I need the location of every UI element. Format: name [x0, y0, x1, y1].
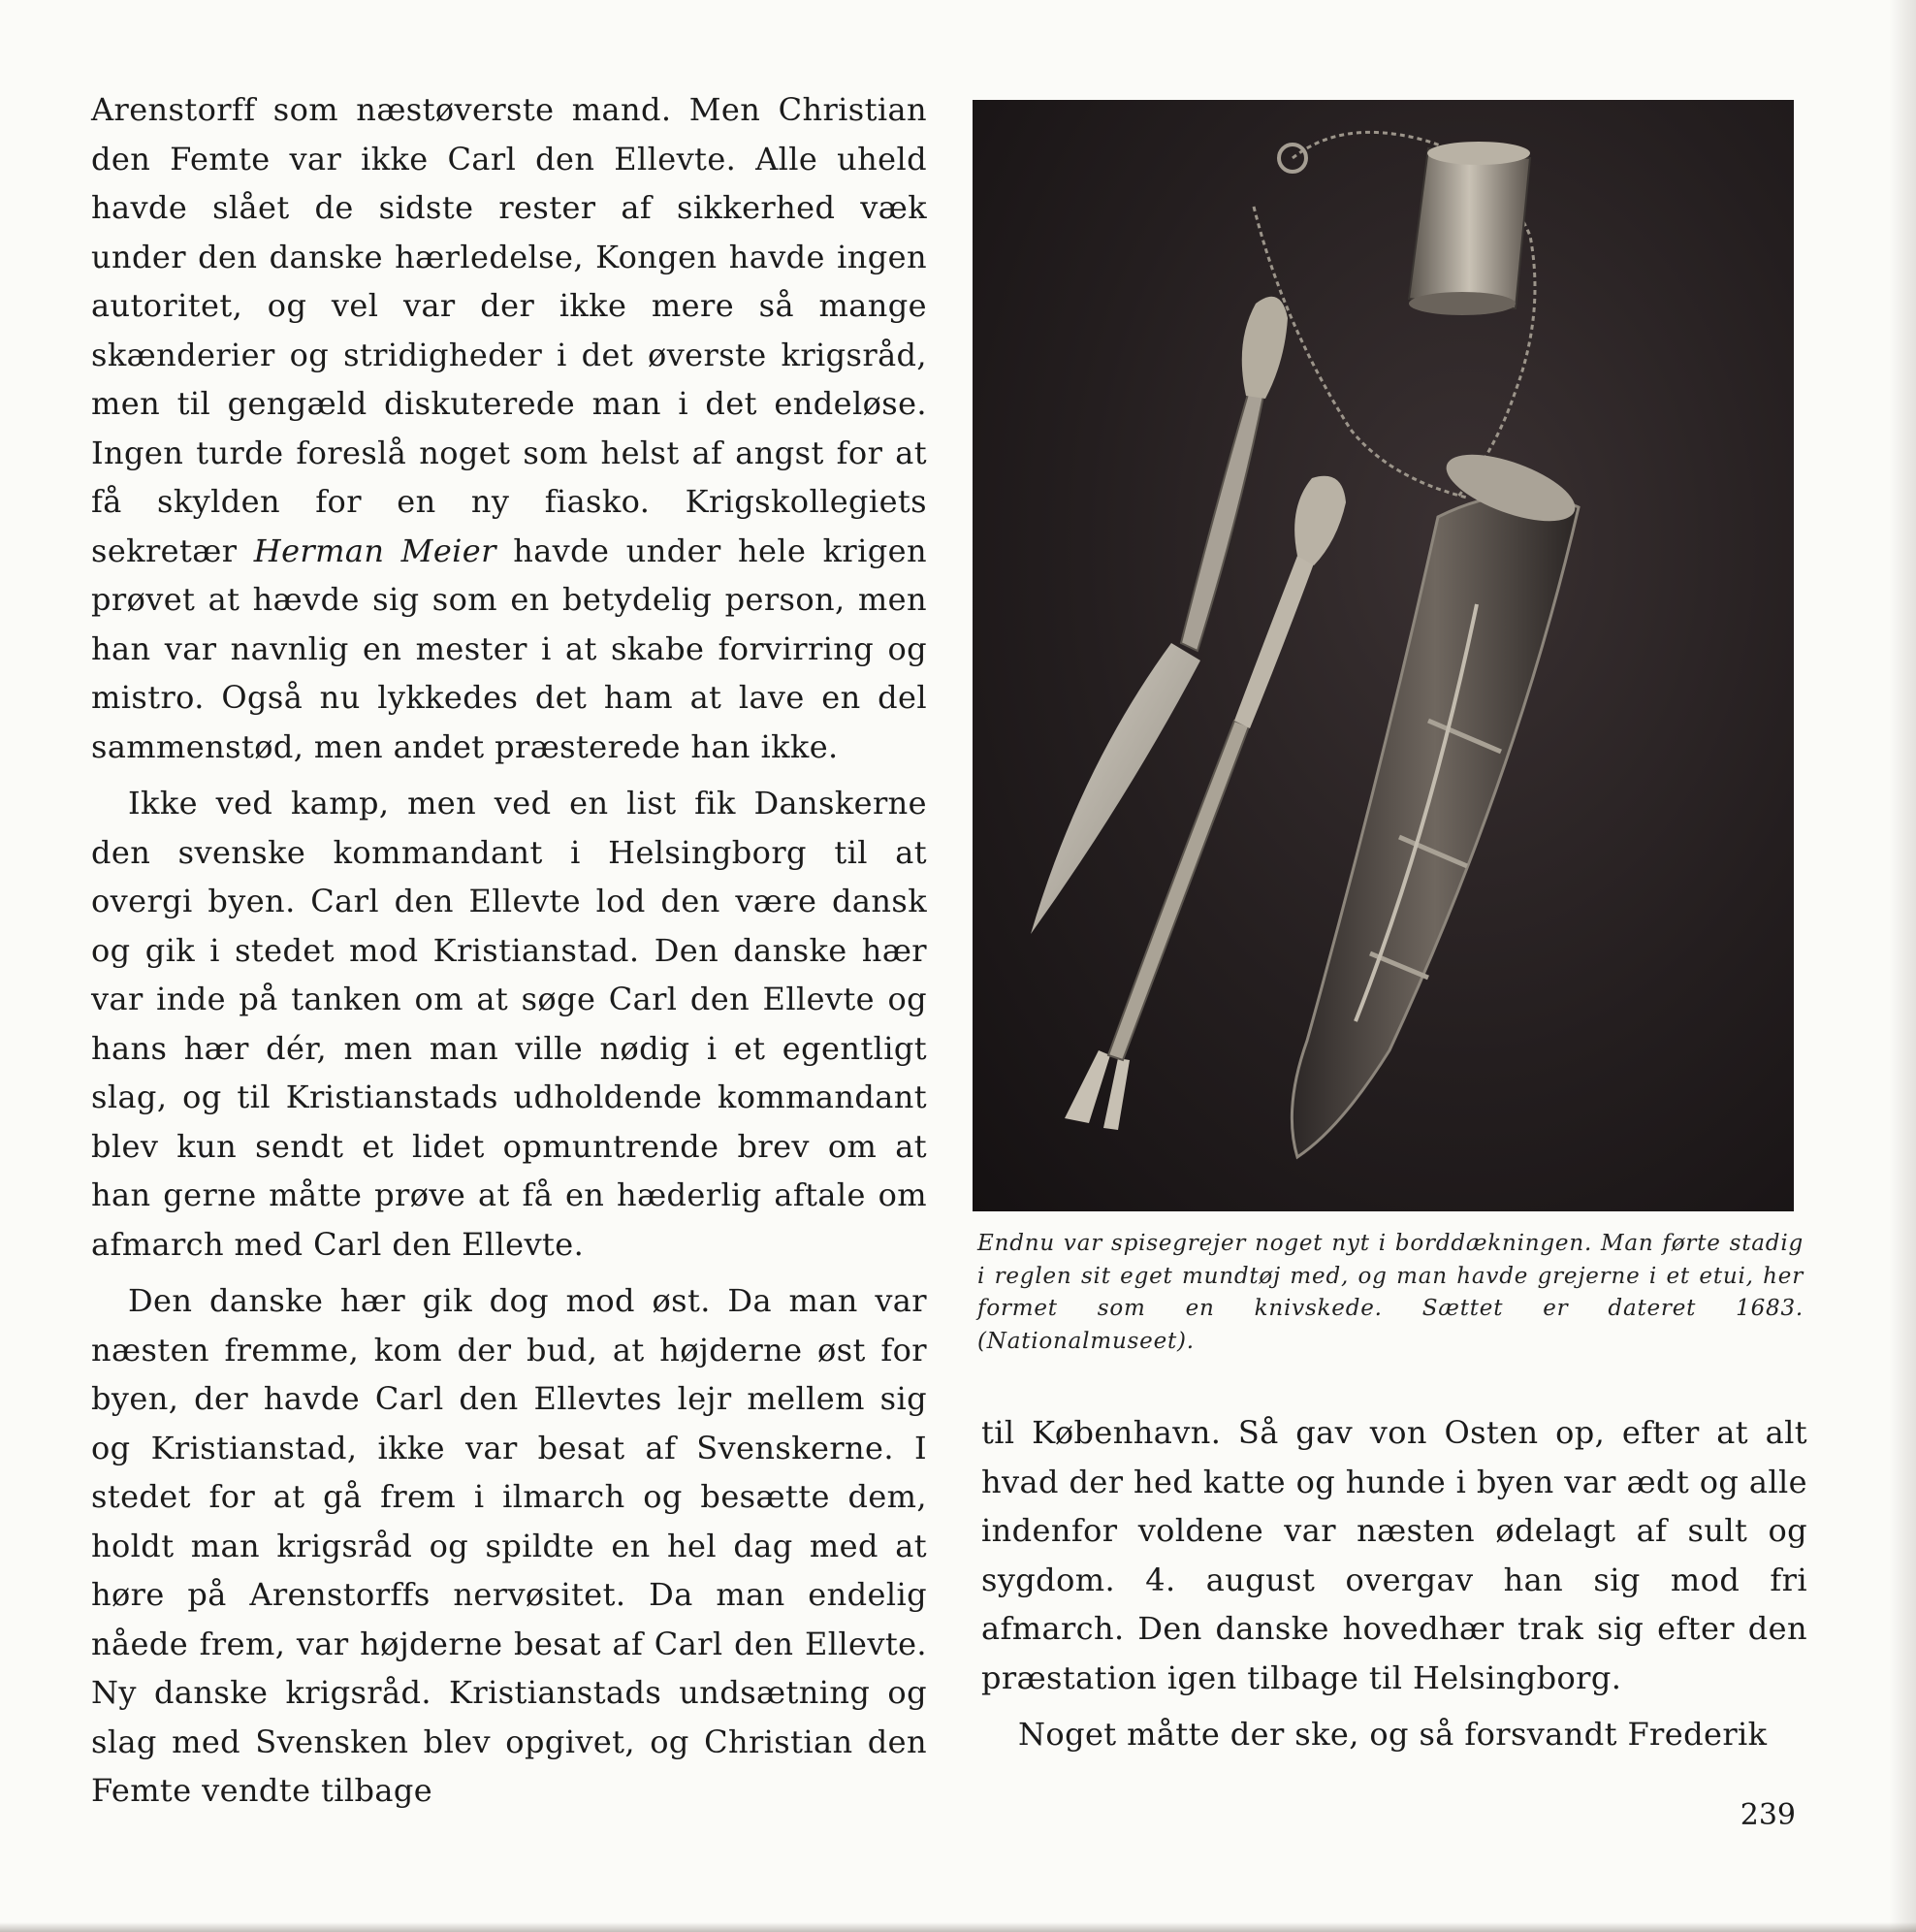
knife-finial: [1242, 297, 1288, 399]
paragraph: Den danske hær gik dog mod øst. Da man var næsten fremme, kom der bud, at højderne øst for byen, der havde Carl den Ellevtes lejr mellem sig og Kristianstad, ikke var besat af Svenskerne. I stedet for at gå frem i ilmarch og besætte dem, holdt man krigsråd og spildte en hel dag med at høre på Arenstorffs nervøsitet. Da man endelig nåede frem, var højderne besat af Carl den Ellevte. Ny danske krigsråd. Kristianstads undsætning og slag med Svensken blev opgivet, og Christian den Femte vendte tilbage: [91, 1282, 927, 1809]
photo-caption: Endnu var spisegrejer noget nyt i borddækningen. Man førte stadig i reglen sit eget mundtøj med, og man havde grejerne i et etui, her formet som en knivskede. Sættet er dateret 1683. (Nationalmuseet).: [977, 1231, 1804, 1354]
paragraph-text: havde under hele krigen prøvet at hævde sig som en betydelig person, men han var navnlig en mester i at skabe forvirring og mistro. Også nu lykkedes det ham at lave en del sammenstød, men andet præsterede han ikke.: [91, 531, 927, 765]
right-text-column: [981, 1408, 1807, 1759]
paragraph-text: Arenstorff som næstøverste mand. Men Christian den Femte var ikke Carl den Ellevte. Alle uheld havde slået de sidste rester af sikkerhed væk under den danske hærledelse, Kongen havde ingen autoritet, og vel var der ikke mere så mange skænderier og stridigheder i det øverste krigsråd, men til gengæld diskuterede man i det endeløse. Ingen turde foreslå noget som helst af angst for at få skylden for en ny fiasko. Krigskollegiets sekretær: [91, 91, 927, 569]
photograph-cutlery-set: [973, 100, 1794, 1211]
left-text-column: [91, 85, 927, 1816]
paragraph: Noget måtte der ske, og så forsvandt Frederik: [1018, 1716, 1768, 1753]
paragraph: [91, 85, 927, 771]
paragraph: til København. Så gav von Osten op, efter at alt hvad der hed katte og hunde i byen var ædt og alle indenfor voldene var næsten ødelagt af sult og sygdom. 4. august overgav han sig mod fri afmarch. Den danske hovedhær trak sig efter den præstation igen tilbage til Helsingborg.: [981, 1414, 1807, 1696]
italic-name: Herman Meier: [253, 531, 496, 569]
knife-sheath: [1292, 495, 1579, 1157]
fork-tines: [1065, 1050, 1130, 1130]
paragraph: Ikke ved kamp, men ved en list fik Danskerne den svenske kommandant i Helsingborg til at overgi byen. Carl den Ellevte lod den være dansk og gik i stedet mod Kristianstad. Den danske hær var inde på tanken om at søge Carl den Ellevte og hans hær dér, men man ville nødig i et egentligt slag, og til Kristianstads udholdende kommandant blev kun sendt et lidet opmuntrende brev om at han gerne måtte prøve at få en hæderlig aftale om afmarch med Carl den Ellevte.: [91, 785, 927, 1263]
fork-finial: [1294, 476, 1346, 565]
fork-handle: [1234, 556, 1314, 728]
cutlery-illustration: [973, 100, 1794, 1211]
knife-handle: [1181, 391, 1263, 651]
page-number: 239: [1740, 1798, 1796, 1832]
cap-cylinder: [1409, 148, 1530, 308]
